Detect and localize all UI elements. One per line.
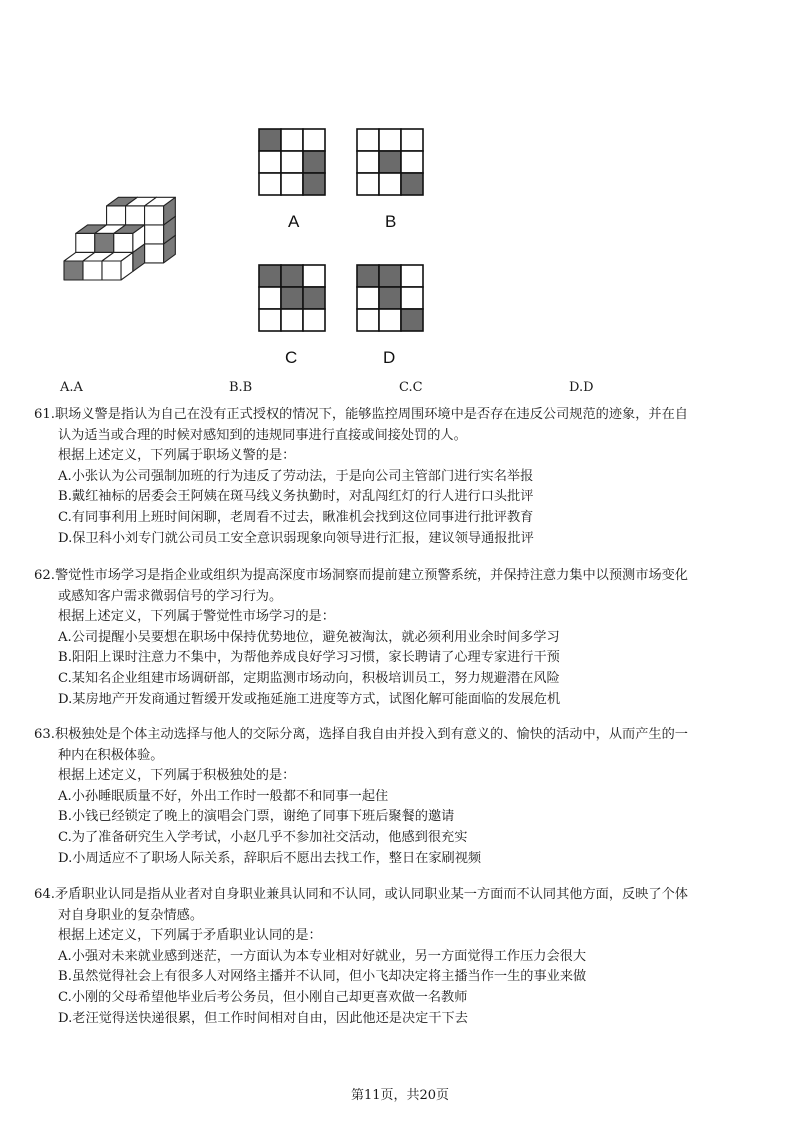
grid-cell-shaded bbox=[357, 265, 379, 287]
question-prompt: 根据上述定义，下列属于警觉性市场学习的是： bbox=[58, 609, 335, 625]
question-stem: 职场义警是指认为自己在没有正式授权的情况下，能够监控周围环境中是否存在违反公司规范的迹象，并在自 bbox=[54, 407, 688, 422]
grid-cell-shaded bbox=[379, 287, 401, 309]
grid-cell-shaded bbox=[379, 265, 401, 287]
option-b: B.阳阳上课时注意力不集中，为帮他养成良好学习习惯，家长聘请了心理专家进行干预 bbox=[58, 650, 560, 666]
grid-cell-empty bbox=[379, 129, 401, 151]
option-grid-a bbox=[258, 128, 326, 196]
grid-cell-empty bbox=[357, 287, 379, 309]
option-d: D.某房地产开发商通过暂缓开发或拖延施工进度等方式，试图化解可能面临的发展危机 bbox=[58, 691, 561, 707]
cube-face bbox=[83, 261, 102, 280]
grid-cell-empty bbox=[303, 129, 325, 151]
grid-cell-empty bbox=[401, 287, 423, 309]
grid-cell-empty bbox=[401, 129, 423, 151]
cube-face bbox=[95, 233, 114, 252]
cube-face bbox=[145, 244, 164, 263]
grid-cell-shaded bbox=[303, 287, 325, 309]
grid-cell-empty bbox=[259, 287, 281, 309]
grid-cell-empty bbox=[379, 309, 401, 331]
option-d: D.小周适应不了职场人际关系，辞职后不愿出去找工作，整日在家刷视频 bbox=[58, 850, 482, 866]
grid-cell-empty bbox=[379, 173, 401, 195]
cube-face bbox=[145, 206, 164, 225]
grid-cell-empty bbox=[357, 309, 379, 331]
grid-cell-empty bbox=[303, 309, 325, 331]
grid-cell-shaded bbox=[259, 265, 281, 287]
cube-face bbox=[145, 225, 164, 244]
grid-cell-shaded bbox=[303, 173, 325, 195]
question-64 bbox=[34, 885, 774, 1029]
cube-face bbox=[76, 233, 95, 252]
grid-cell-empty bbox=[401, 265, 423, 287]
grid-cell-shaded bbox=[401, 173, 423, 195]
option-a: A.小张认为公司强制加班的行为违反了劳动法，于是向公司主管部门进行实名举报 bbox=[58, 468, 534, 484]
question-prompt: 根据上述定义，下列属于职场义警的是： bbox=[58, 448, 296, 464]
figure-label-d: D bbox=[383, 348, 396, 367]
cube-face bbox=[64, 261, 83, 280]
cube-face bbox=[114, 233, 133, 252]
option-grid-c bbox=[258, 264, 326, 332]
option-c: C.某知名企业组建市场调研部，定期监测市场动向，积极培训员工，努力规避潜在风险 bbox=[58, 670, 560, 686]
grid-cell-empty bbox=[281, 129, 303, 151]
question-stem-cont: 或感知客户需求微弱信号的学习行为。 bbox=[58, 588, 283, 604]
question-number: 64. bbox=[34, 887, 55, 902]
figure-label-b: B bbox=[385, 212, 397, 231]
figure-label-a: A bbox=[288, 212, 300, 231]
grid-cell-shaded bbox=[401, 309, 423, 331]
prev-option-b: B.B bbox=[229, 380, 253, 395]
grid-cell-empty bbox=[357, 151, 379, 173]
question-61 bbox=[34, 405, 774, 549]
page-footer: 第11页，共20页 bbox=[350, 1088, 450, 1103]
grid-cell-empty bbox=[357, 173, 379, 195]
option-a: A.小强对未来就业感到迷茫，一方面认为本专业相对好就业，另一方面觉得工作压力会很大 bbox=[58, 948, 587, 964]
cube-stack-figure bbox=[60, 170, 190, 295]
grid-cell-empty bbox=[303, 265, 325, 287]
option-d: D.老汪觉得送快递很累，但工作时间相对自由，因此他还是决定干下去 bbox=[58, 1010, 468, 1026]
option-a: A.小孙睡眠质量不好，外出工作时一般都不和同事一起住 bbox=[58, 788, 389, 804]
question-stem: 积极独处是个体主动选择与他人的交际分离，选择自我自由并投入到有意义的、愉快的活动中，从而产生的一 bbox=[54, 727, 688, 742]
grid-cell-empty bbox=[281, 309, 303, 331]
question-stem-cont: 对自身职业的复杂情感。 bbox=[58, 907, 204, 923]
grid-cell-empty bbox=[281, 151, 303, 173]
grid-cell-shaded bbox=[281, 265, 303, 287]
grid-cell-shaded bbox=[281, 287, 303, 309]
option-b: B.虽然觉得社会上有很多人对网络主播并不认同，但小飞却决定将主播当作一生的事业来做 bbox=[58, 969, 587, 985]
cube-face bbox=[107, 206, 126, 225]
grid-cell-empty bbox=[281, 173, 303, 195]
grid-cell-empty bbox=[401, 151, 423, 173]
cube-face bbox=[126, 206, 145, 225]
option-d: D.保卫科小刘专门就公司员工安全意识弱现象向领导进行汇报，建议领导通报批评 bbox=[58, 530, 534, 546]
option-b: B.小钱已经锁定了晚上的演唱会门票，谢绝了同事下班后聚餐的邀请 bbox=[58, 809, 455, 825]
question-prompt: 根据上述定义，下列属于积极独处的是： bbox=[58, 768, 296, 784]
cube-face bbox=[102, 261, 121, 280]
option-c: C.为了准备研究生入学考试，小赵几乎不参加社交活动，他感到很充实 bbox=[58, 829, 468, 845]
question-63 bbox=[34, 725, 774, 869]
option-c: C.有同事利用上班时间闲聊，老周看不过去，瞅准机会找到这位同事进行批评教育 bbox=[58, 509, 534, 525]
question-number: 61. bbox=[34, 407, 55, 422]
prev-option-d: D.D bbox=[569, 380, 594, 395]
question-stem: 矛盾职业认同是指从业者对自身职业兼具认同和不认同，或认同职业某一方面而不认同其他方面，反映了个体 bbox=[54, 887, 688, 902]
grid-cell-shaded bbox=[379, 151, 401, 173]
question-stem: 警觉性市场学习是指企业或组织为提高深度市场洞察而提前建立预警系统，并保持注意力集中以预测市场变化 bbox=[54, 568, 688, 583]
grid-cell-empty bbox=[259, 309, 281, 331]
grid-cell-empty bbox=[357, 129, 379, 151]
grid-cell-empty bbox=[259, 151, 281, 173]
option-a: A.公司提醒小吴要想在职场中保持优势地位，避免被淘汰，就必须利用业余时间多学习 bbox=[58, 629, 560, 645]
figure-label-c: C bbox=[285, 348, 298, 367]
question-number: 63. bbox=[34, 727, 55, 742]
question-stem-cont: 认为适当或合理的时候对感知到的违规同事进行直接或间接处罚的人。 bbox=[58, 427, 467, 443]
question-stem-cont: 种内在积极体验。 bbox=[58, 747, 164, 763]
question-prompt: 根据上述定义，下列属于矛盾职业认同的是： bbox=[58, 928, 322, 944]
option-b: B.戴红袖标的居委会王阿姨在斑马线义务执勤时，对乱闯红灯的行人进行口头批评 bbox=[58, 489, 534, 505]
grid-cell-shaded bbox=[259, 129, 281, 151]
option-c: C.小刚的父母希望他毕业后考公务员，但小刚自己却更喜欢做一名教师 bbox=[58, 989, 468, 1005]
question-62 bbox=[34, 566, 774, 710]
question-number: 62. bbox=[34, 568, 55, 583]
prev-option-a: A.A bbox=[60, 380, 83, 395]
option-grid-b bbox=[356, 128, 424, 196]
option-grid-d bbox=[356, 264, 424, 332]
grid-cell-empty bbox=[259, 173, 281, 195]
prev-option-c: C.C bbox=[399, 380, 423, 395]
grid-cell-shaded bbox=[303, 151, 325, 173]
